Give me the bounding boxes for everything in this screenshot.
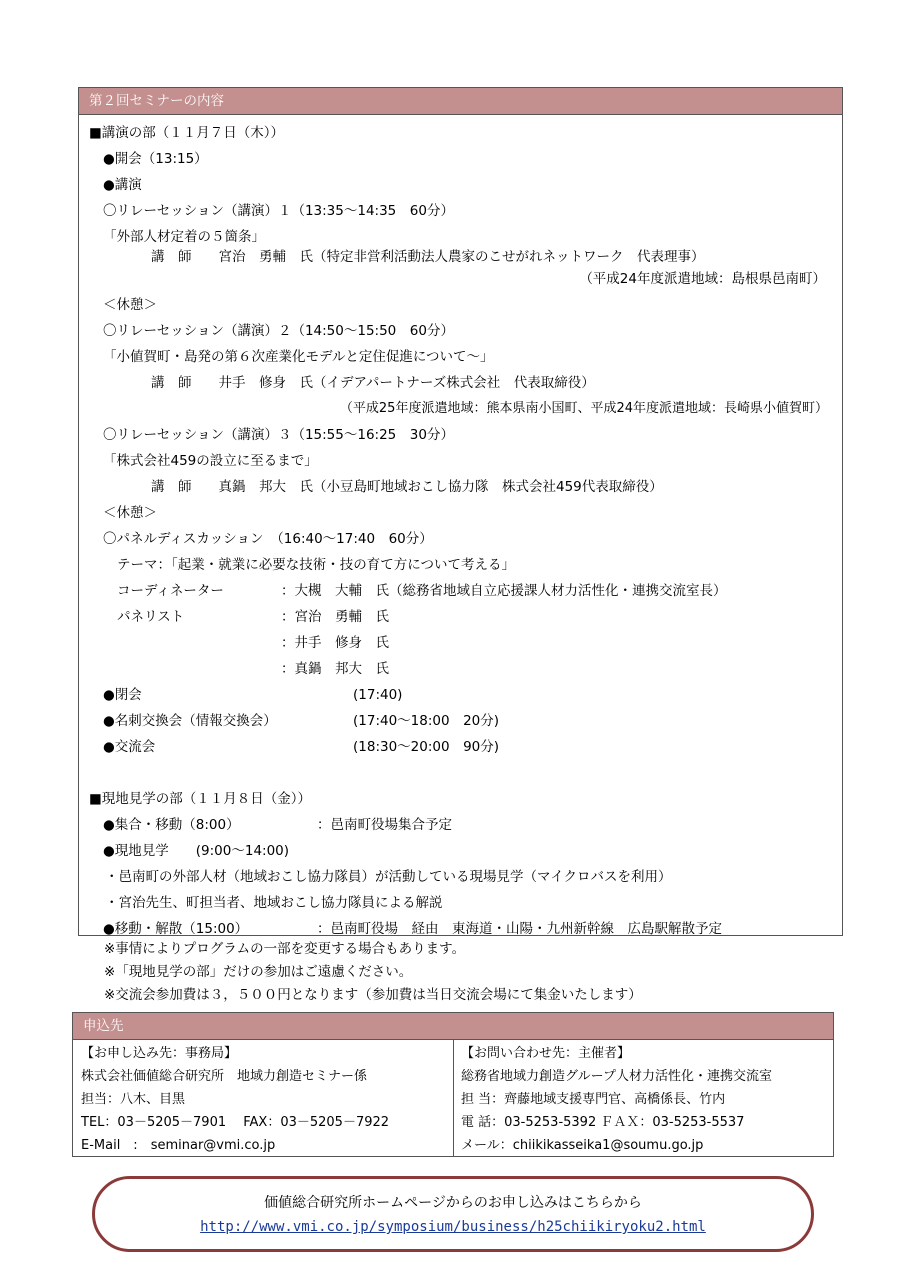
session-1-region: （平成24年度派遣地域：島根県邑南町） xyxy=(579,271,826,287)
organizer-email[interactable]: メール：chiikikasseika1@soumu.go.jp xyxy=(461,1138,704,1153)
panel-discussion: 〇パネルディスカッション （16:40～17:40 60分） xyxy=(103,531,433,547)
coordinator-label: コーディネーター xyxy=(117,583,224,599)
homepage-apply-banner xyxy=(92,1176,814,1252)
note-site-visit-only: ※「現地見学の部」だけの参加はご遠慮ください。 xyxy=(104,964,413,980)
organizer-staff: 担 当：齊藤地域支援専門官、高橋係長、竹内 xyxy=(461,1092,726,1107)
site-visit-heading: ■現地見学の部（１１月８日（金）） xyxy=(89,791,312,807)
session-3-speaker: 講 師 真鍋 邦大 氏（小豆島町地域おこし協力隊 株式会社459代表取締役） xyxy=(151,479,663,495)
lecture-part-heading: ■講演の部（１１月７日（木）） xyxy=(89,125,285,141)
organizer-heading: 【お問い合わせ先：主催者】 xyxy=(461,1046,631,1061)
session-1-title: 「外部人材定着の５箇条」 xyxy=(103,229,265,245)
panelist-3: ：真鍋 邦大 氏 xyxy=(281,661,389,677)
site-visit-item: ●現地見学 (9:00～14:00) xyxy=(103,843,290,859)
relay-session-2: 〇リレーセッション（講演）２（14:50～15:50 60分） xyxy=(103,323,454,339)
panelist-1: ：宮治 勇輔 氏 xyxy=(281,609,389,625)
relay-session-1: 〇リレーセッション（講演）１（13:35～14:35 60分） xyxy=(103,203,454,219)
site-visit-detail-1: ・邑南町の外部人材（地域おこし協力隊員）が活動している現場見学（マイクロバスを利用） xyxy=(105,869,672,885)
reception-label: ●交流会 xyxy=(103,739,156,755)
session-3-title: 「株式会社459の設立に至るまで」 xyxy=(103,453,318,469)
site-visit-detail-2: ・宮治先生、町担当者、地域おこし協力隊員による解説 xyxy=(105,895,443,911)
homepage-apply-text: 価値総合研究所ホームページからのお申し込みはこちらから xyxy=(264,1195,642,1211)
relay-session-3: 〇リレーセッション（講演）３（15:55～16:25 30分） xyxy=(103,427,454,443)
application-section xyxy=(72,1012,834,1157)
break-2: ＜休憩＞ xyxy=(103,505,157,521)
closing-time: (17:40) xyxy=(353,687,403,703)
coordinator-name: ：大槻 大輔 氏（総務省地域自立応援課人材力活性化・連携交流室長） xyxy=(281,583,727,599)
note-fee: ※交流会参加費は３，５００円となります（参加費は当日交流会場にて集金いたします） xyxy=(104,987,642,1003)
networking-label: ●名刺交換会（情報交換会） xyxy=(103,713,277,729)
reception-time: (18:30～20:00 90分) xyxy=(353,739,500,755)
secretariat-contact xyxy=(73,1040,454,1156)
application-header: 申込先 xyxy=(73,1013,833,1040)
note-program-change: ※事情によりプログラムの一部を変更する場合もあります。 xyxy=(104,941,466,957)
session-2-region: （平成25年度派遣地域：熊本県南小国町、平成24年度派遣地域：長崎県小値賀町） xyxy=(339,401,828,416)
opening-item: ●開会（13:15） xyxy=(103,151,208,167)
dismissal-label: ●移動・解散（15:00） xyxy=(103,921,249,937)
break-1: ＜休憩＞ xyxy=(103,297,157,313)
panelist-2: ：井手 修身 氏 xyxy=(281,635,389,651)
session-1-speaker: 講 師 宮治 勇輔 氏（特定非営利活動法人農家のこせがれネットワーク 代表理事） xyxy=(151,249,705,265)
dismissal-route: ：邑南町役場 経由 東海道・山陽・九州新幹線 広島駅解散予定 xyxy=(317,921,722,937)
secretariat-email[interactable]: E-Mail : seminar@vmi.co.jp xyxy=(81,1138,276,1153)
panel-theme: テーマ：「起業・就業に必要な技術・技の育て方について考える」 xyxy=(117,557,515,573)
secretariat-heading: 【お申し込み先：事務局】 xyxy=(81,1046,238,1061)
homepage-apply-link[interactable]: http://www.vmi.co.jp/symposium/business/h25chiikiryoku2.html xyxy=(200,1219,706,1235)
organizer-contact xyxy=(453,1040,833,1156)
networking-time: (17:40～18:00 20分) xyxy=(353,713,500,729)
secretariat-org: 株式会社価値総合研究所 地域力創造セミナー係 xyxy=(81,1069,368,1084)
panelist-label: パネリスト xyxy=(117,609,185,625)
seminar-section xyxy=(78,87,843,936)
organizer-org: 総務省地域力創造グループ人材力活性化・連携交流室 xyxy=(461,1069,772,1084)
gathering-place: ：邑南町役場集合予定 xyxy=(317,817,452,833)
session-2-title: 「小値賀町・島発の第６次産業化モデルと定住促進について～」 xyxy=(103,349,494,365)
secretariat-phone-fax: TEL：03－5205－7901 FAX：03－5205－7922 xyxy=(81,1115,390,1130)
organizer-phone-fax: 電 話：03-5253-5392 ＦＡＸ：03-5253-5537 xyxy=(461,1115,745,1130)
seminar-header: 第２回セミナーの内容 xyxy=(79,88,842,115)
lecture-item: ●講演 xyxy=(103,177,142,193)
gathering-label: ●集合・移動（8:00） xyxy=(103,817,240,833)
secretariat-staff: 担当：八木、目黒 xyxy=(81,1092,186,1107)
closing-label: ●閉会 xyxy=(103,687,142,703)
session-2-speaker: 講 師 井手 修身 氏（イデアパートナーズ株式会社 代表取締役） xyxy=(151,375,595,391)
